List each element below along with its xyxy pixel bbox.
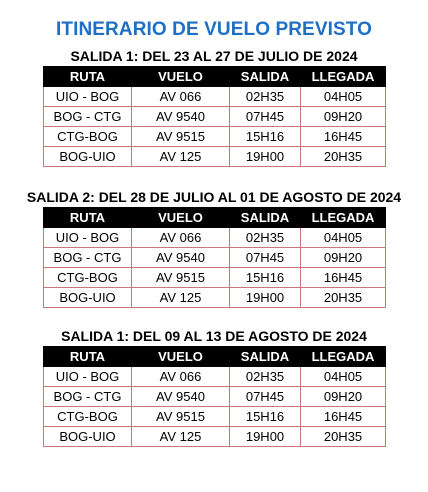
cell-vuelo: AV 9540 <box>132 387 230 407</box>
column-header-llegada: LLEGADA <box>301 208 386 228</box>
table-row <box>44 288 386 308</box>
cell-ruta: UIO - BOG <box>44 228 132 248</box>
column-header-salida: SALIDA <box>230 67 301 87</box>
table-row <box>44 107 386 127</box>
table-row <box>44 268 386 288</box>
table-row <box>44 387 386 407</box>
cell-ruta: BOG - CTG <box>44 107 132 127</box>
table-header-row <box>44 208 386 228</box>
cell-vuelo: AV 125 <box>132 427 230 447</box>
cell-salida: 19H00 <box>230 288 301 308</box>
cell-vuelo: AV 066 <box>132 367 230 387</box>
column-header-salida: SALIDA <box>230 208 301 228</box>
cell-vuelo: AV 9540 <box>132 248 230 268</box>
cell-llegada: 16H45 <box>301 127 386 147</box>
section-heading: SALIDA 1: DEL 09 AL 13 DE AGOSTO DE 2024 <box>61 328 367 344</box>
column-header-llegada: LLEGADA <box>301 347 386 367</box>
table-row <box>44 427 386 447</box>
column-header-vuelo: VUELO <box>132 208 230 228</box>
column-header-vuelo: VUELO <box>132 347 230 367</box>
column-header-ruta: RUTA <box>44 347 132 367</box>
table-row <box>44 127 386 147</box>
column-header-salida: SALIDA <box>230 347 301 367</box>
cell-salida: 07H45 <box>230 107 301 127</box>
cell-ruta: BOG-UIO <box>44 288 132 308</box>
cell-salida: 07H45 <box>230 248 301 268</box>
cell-ruta: CTG-BOG <box>44 407 132 427</box>
cell-vuelo: AV 9540 <box>132 107 230 127</box>
cell-ruta: UIO - BOG <box>44 87 132 107</box>
cell-ruta: CTG-BOG <box>44 127 132 147</box>
table-row <box>44 407 386 427</box>
cell-salida: 15H16 <box>230 407 301 427</box>
cell-ruta: BOG-UIO <box>44 427 132 447</box>
table-row <box>44 228 386 248</box>
cell-ruta: BOG - CTG <box>44 248 132 268</box>
itinerary-section-2 <box>0 188 428 308</box>
cell-vuelo: AV 125 <box>132 147 230 167</box>
cell-salida: 02H35 <box>230 87 301 107</box>
cell-llegada: 04H05 <box>301 367 386 387</box>
cell-salida: 15H16 <box>230 268 301 288</box>
column-header-ruta: RUTA <box>44 208 132 228</box>
cell-llegada: 20H35 <box>301 147 386 167</box>
cell-llegada: 16H45 <box>301 268 386 288</box>
section-heading: SALIDA 2: DEL 28 DE JULIO AL 01 DE AGOSTO DE 2024 <box>26 189 402 205</box>
itinerary-table <box>43 346 386 447</box>
itinerary-section-3 <box>0 327 428 447</box>
table-header-row <box>44 347 386 367</box>
table-row <box>44 367 386 387</box>
itinerary-table <box>43 66 386 167</box>
cell-salida: 19H00 <box>230 427 301 447</box>
table-row <box>44 87 386 107</box>
cell-llegada: 09H20 <box>301 248 386 268</box>
cell-llegada: 04H05 <box>301 87 386 107</box>
cell-vuelo: AV 9515 <box>132 127 230 147</box>
table-header-row <box>44 67 386 87</box>
cell-salida: 15H16 <box>230 127 301 147</box>
cell-vuelo: AV 9515 <box>132 407 230 427</box>
cell-llegada: 20H35 <box>301 427 386 447</box>
cell-llegada: 20H35 <box>301 288 386 308</box>
cell-llegada: 16H45 <box>301 407 386 427</box>
cell-llegada: 09H20 <box>301 107 386 127</box>
cell-vuelo: AV 125 <box>132 288 230 308</box>
itinerary-table <box>43 207 386 308</box>
cell-vuelo: AV 066 <box>132 228 230 248</box>
column-header-llegada: LLEGADA <box>301 67 386 87</box>
cell-salida: 02H35 <box>230 367 301 387</box>
table-row <box>44 248 386 268</box>
column-header-ruta: RUTA <box>44 67 132 87</box>
cell-salida: 19H00 <box>230 147 301 167</box>
cell-ruta: BOG - CTG <box>44 387 132 407</box>
itinerary-section-1 <box>0 47 428 167</box>
cell-salida: 07H45 <box>230 387 301 407</box>
cell-ruta: UIO - BOG <box>44 367 132 387</box>
cell-llegada: 09H20 <box>301 387 386 407</box>
page-title: ITINERARIO DE VUELO PREVISTO <box>56 19 372 40</box>
column-header-vuelo: VUELO <box>132 67 230 87</box>
cell-ruta: BOG-UIO <box>44 147 132 167</box>
cell-vuelo: AV 9515 <box>132 268 230 288</box>
section-heading: SALIDA 1: DEL 23 AL 27 DE JULIO DE 2024 <box>70 48 358 64</box>
cell-ruta: CTG-BOG <box>44 268 132 288</box>
cell-salida: 02H35 <box>230 228 301 248</box>
cell-llegada: 04H05 <box>301 228 386 248</box>
table-row <box>44 147 386 167</box>
cell-vuelo: AV 066 <box>132 87 230 107</box>
